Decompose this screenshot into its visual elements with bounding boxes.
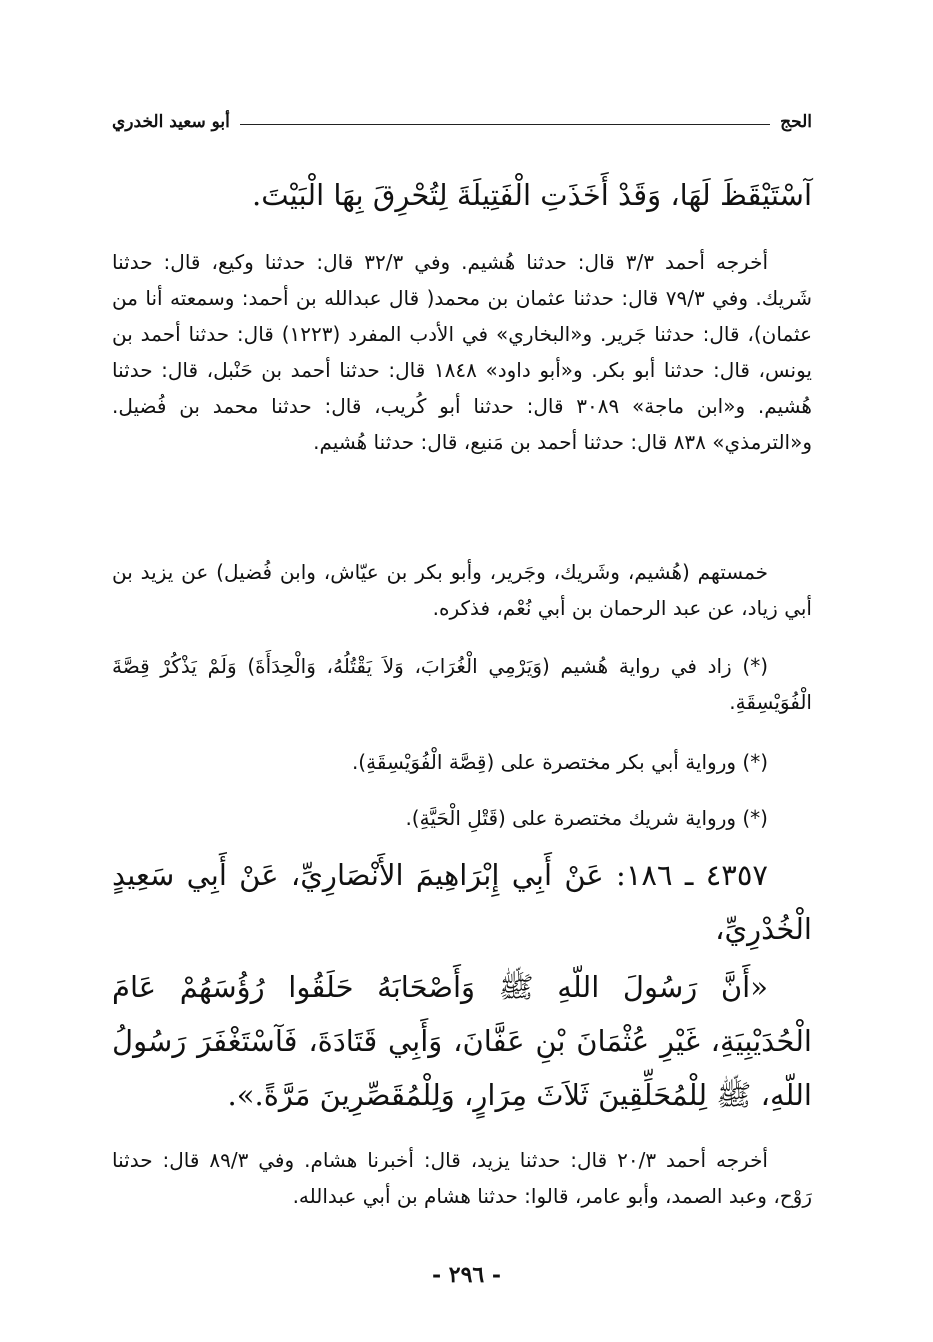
header-rule [240, 124, 770, 125]
header-companion: أبو سعيد الخدري [112, 112, 230, 132]
page-number: - ٢٩٦ - [431, 1262, 502, 1288]
takhrij-paragraph-1: أخرجه أحمد ٣/٣ قال: حدثنا هُشيم. وفي ٣٢/٣ قال: حدثنا وكيع، قال: حدثنا شَريك. وفي ٧٩/٣ قال: حدثنا عثمان بن محمد( قال عبدالله بن أحمد: وسمعته أنا من عثمان)، قال: حدثنا جَرير. و«البخاري» في الأدب المفرد (١٢٢٣) قال: حدثنا أحمد بن يونس، قال: حدثنا أبو بكر. و«أبو داود» ١٨٤٨ قال: حدثنا أحمد بن حَنْبل، قال: حدثنا هُشيم. و«ابن ماجة» ٣٠٨٩ قال: حدثنا أبو كُريب، قال: حدثنا محمد بن فُضيل. و«الترمذي» ٨٣٨ قال: حدثنا أحمد بن مَنيع، قال: حدثنا هُشيم. [112, 250, 812, 454]
hadith-number-header: ٤٣٥٧ ـ ١٨٦: عَنْ أَبِي إِبْرَاهِيمَ الأَنْصَارِيِّ، عَنْ أَبِي سَعِيدٍ الْخُدْرِيِّ، [112, 858, 812, 946]
narration-note-3: (*) ورواية شريك مختصرة على (قَتْلِ الْحَيَّةِ). [405, 806, 768, 830]
running-header [112, 100, 812, 132]
hadith-text: «أَنَّ رَسُولَ اللّهِ ﷺ وَأَصْحَابَهُ حَلَقُوا رُؤُسَهُمْ عَامَ الْحُدَيْبِيَةِ، غَيْرِ عُثْمَانَ بْنِ عَفَّانَ، وَأَبِي قَتَادَةَ، فَآسْتَغْفَرَ رَسُولُ اللّهِ، ﷺ لِلْمُحَلِّقِينَ ثَلاَثَ مِرَارٍ، وَلِلْمُقَصِّرِينَ مَرَّةً.». [112, 970, 812, 1112]
hadith-ending: آسْتَيْقَظَ لَهَا، وَقَدْ أَخَذَتِ الْفَتِيلَةَ لِتُحْرِقَ بِهَا الْبَيْتَ. [252, 178, 812, 212]
header-chapter: الحج [780, 112, 812, 132]
narration-note-1: (*) زاد في رواية هُشيم (وَيَرْمِي الْغُرَابَ، وَلاَ يَقْتُلُهُ، وَالْحِدَأَةَ) وَلَمْ يَذْكُرْ قِصَّةَ الْفُوَيْسِقَةِ. [112, 654, 812, 714]
narration-note-2: (*) ورواية أبي بكر مختصرة على (قِصَّة الْفُوَيْسِقَةِ). [351, 750, 768, 774]
takhrij-paragraph-3: أخرجه أحمد ٢٠/٣ قال: حدثنا يزيد، قال: أخبرنا هشام. وفي ٨٩/٣ قال: حدثنا رَوْح، وعبد الصمد، وأبو عامر، قالوا: حدثنا هشام بن أبي عبدالله. [112, 1148, 812, 1208]
takhrij-paragraph-2: خمستهم (هُشيم، وشَريك، وجَرير، وأبو بكر بن عيّاش، وابن فُضيل) عن يزيد بن أبي زياد، عن عبد الرحمان بن أبي نُعْم، فذكره. [112, 560, 812, 620]
